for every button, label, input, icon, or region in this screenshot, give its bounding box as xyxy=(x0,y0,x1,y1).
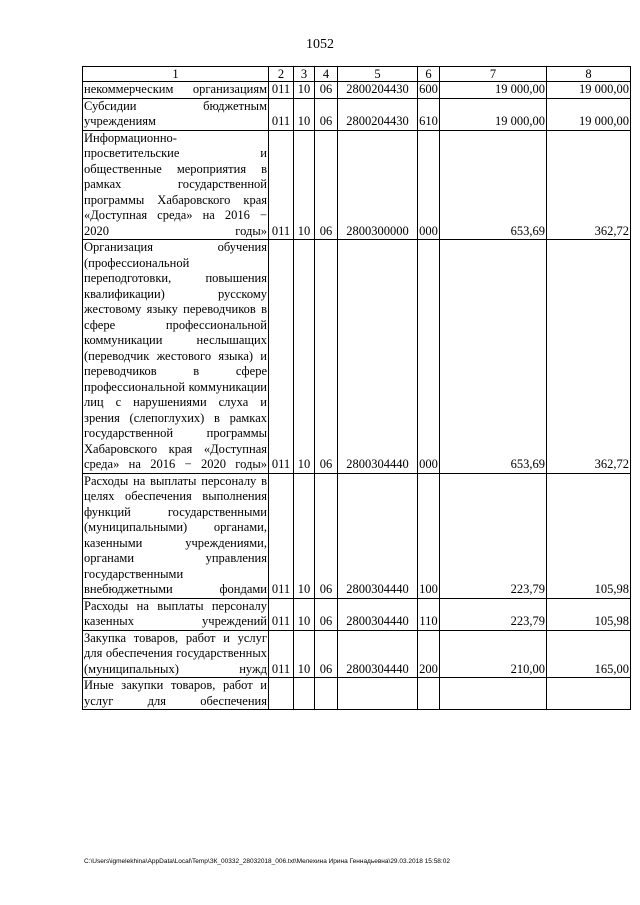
budget-table xyxy=(82,66,631,710)
cell-c8: 165,00 xyxy=(547,630,631,678)
cell-c7: 653,69 xyxy=(440,240,547,474)
cell-c7: 223,79 xyxy=(440,473,547,598)
cell-c4 xyxy=(315,678,338,710)
cell-c8: 19 000,00 xyxy=(547,82,631,99)
cell-c7: 653,69 xyxy=(440,130,547,240)
cell-c4: 06 xyxy=(315,98,338,130)
cell-c8: 105,98 xyxy=(547,598,631,630)
cell-c4: 06 xyxy=(315,130,338,240)
cell-c6: 000 xyxy=(418,240,440,474)
cell-c4: 06 xyxy=(315,598,338,630)
header-cell: 3 xyxy=(294,67,315,82)
cell-c2: 011 xyxy=(269,630,294,678)
cell-c3: 10 xyxy=(294,82,315,99)
cell-c2: 011 xyxy=(269,598,294,630)
table-row xyxy=(83,678,631,710)
header-row xyxy=(83,67,631,82)
cell-c5: 2800304440 xyxy=(338,240,418,474)
cell-c3: 10 xyxy=(294,598,315,630)
cell-c3: 10 xyxy=(294,240,315,474)
row-name-cell: Иные закупки товаров, работ и услуг для обеспечения xyxy=(84,678,267,708)
cell-c6: 110 xyxy=(418,598,440,630)
cell-c6 xyxy=(418,678,440,710)
cell-c7: 19 000,00 xyxy=(440,82,547,99)
table-row xyxy=(83,98,631,130)
row-name-cell: Расходы на выплаты персоналу казенных учреждений xyxy=(84,598,267,628)
cell-c4: 06 xyxy=(315,630,338,678)
cell-c7: 19 000,00 xyxy=(440,98,547,130)
cell-c4: 06 xyxy=(315,240,338,474)
header-cell: 8 xyxy=(547,67,631,82)
row-name-cell: Субсидии бюджетным учреждениям xyxy=(84,98,267,128)
cell-c8: 362,72 xyxy=(547,130,631,240)
header-cell: 7 xyxy=(440,67,547,82)
cell-c5: 2800304440 xyxy=(338,630,418,678)
table-row xyxy=(83,130,631,240)
cell-c8: 19 000,00 xyxy=(547,98,631,130)
cell-c3 xyxy=(294,678,315,710)
table-row xyxy=(83,240,631,474)
cell-c2: 011 xyxy=(269,240,294,474)
table-row xyxy=(83,630,631,678)
row-name-cell: Расходы на выплаты персоналу в целях обеспечения выполнения функций государственными (муниципальными) органами, казенными учреждениями, органами управления государственными внебюджетными фондами xyxy=(84,473,267,596)
cell-c2: 011 xyxy=(269,98,294,130)
cell-c2: 011 xyxy=(269,130,294,240)
cell-c6: 200 xyxy=(418,630,440,678)
cell-c7 xyxy=(440,678,547,710)
cell-c6: 600 xyxy=(419,82,438,96)
cell-c6: 100 xyxy=(418,473,440,598)
cell-c5: 2800304440 xyxy=(338,473,418,598)
row-name-cell: Организация обучения (профессиональной переподготовки, повышения квалификации) русскому жестовому языку переводчиков в сфере профессиональной коммуникации неслышащих (переводчик жестового языка) и переводчиков в сфере профессиональной коммуникации лиц с нарушениями слуха и зрения (слепоглухих) в рамках государственной программы Хабаровского края «Доступная среда» на 2016 − 2020 годы» xyxy=(84,240,267,471)
cell-c5 xyxy=(338,678,418,710)
cell-c2 xyxy=(269,678,294,710)
cell-c5: 2800204430 xyxy=(338,82,418,99)
row-name-cell: Информационно-просветительские и общественные мероприятия в рамках государственной программы Хабаровского края «Доступная среда» на 2016 − 2020 годы» xyxy=(84,130,267,238)
cell-c3: 10 xyxy=(294,630,315,678)
cell-c6: 000 xyxy=(418,130,440,240)
cell-c2: 011 xyxy=(269,473,294,598)
row-name-cell: некоммерческим организациям xyxy=(84,82,267,96)
cell-c3: 10 xyxy=(294,473,315,598)
header-cell: 4 xyxy=(315,67,338,82)
cell-c7: 210,00 xyxy=(440,630,547,678)
header-cell: 5 xyxy=(338,67,418,82)
header-cell: 1 xyxy=(83,67,269,82)
cell-c8: 362,72 xyxy=(547,240,631,474)
cell-c8 xyxy=(547,678,631,710)
cell-c2: 011 xyxy=(269,82,294,99)
cell-c7: 223,79 xyxy=(440,598,547,630)
header-cell: 6 xyxy=(418,67,440,82)
header-cell: 2 xyxy=(269,67,294,82)
cell-c4: 06 xyxy=(315,473,338,598)
table-row xyxy=(83,598,631,630)
cell-c3: 10 xyxy=(294,98,315,130)
page-number: 1052 xyxy=(306,37,334,52)
cell-c8: 105,98 xyxy=(547,473,631,598)
table-row xyxy=(83,473,631,598)
cell-c5: 2800304440 xyxy=(338,598,418,630)
row-name-cell: Закупка товаров, работ и услуг для обеспечения государственных (муниципальных) нужд xyxy=(84,630,267,676)
cell-c5: 2800300000 xyxy=(338,130,418,240)
cell-c3: 10 xyxy=(294,130,315,240)
file-path-footer: C:\Users\igmelekhina\AppData\Local\Temp\ЗК_00332_28032018_006.txt\Мелехина Ирина Геннадьевна\29.03.2018 15:58:02 xyxy=(84,858,450,865)
cell-c5: 2800204430 xyxy=(338,98,418,130)
cell-c4: 06 xyxy=(315,82,338,99)
table-row xyxy=(83,82,631,99)
cell-c6: 610 xyxy=(418,98,440,130)
